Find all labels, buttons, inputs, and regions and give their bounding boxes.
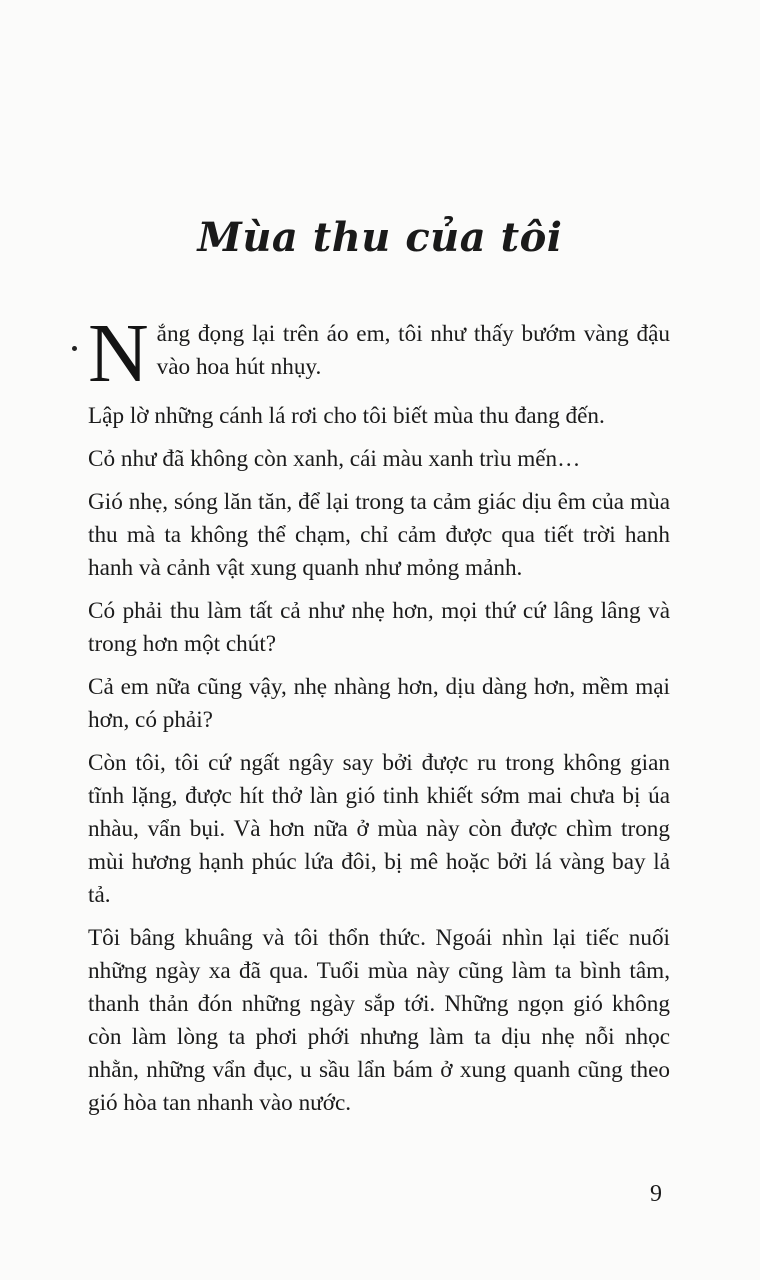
paragraph-7: Tôi bâng khuâng và tôi thổn thức. Ngoái nhìn lại tiếc nuối những ngày xa đã qua. Tuổi mùa này cũng làm ta bình tâm, thanh thản đón những ngày sắp tới. Những ngọn gió không còn làm lòng ta phơi phới nhưng làm ta dịu nhẹ nỗi nhọc nhằn, những vẩn đục, u sầu lẩn bám ở xung quanh cũng theo gió hòa tan nhanh vào nước. [88,925,670,1116]
chapter-body [88,307,670,1130]
paragraph-2: Cỏ như đã không còn xanh, cái màu xanh trìu mến… [88,446,581,472]
paragraph-6: Còn tôi, tôi cứ ngất ngây say bởi được ru trong không gian tĩnh lặng, được hít thở làn gió tinh khiết sớm mai chưa bị úa nhàu, vẩn bụi. Và hơn nữa ở mùa này còn được chìm trong mùi hương hạnh phúc lứa đôi, bị mê hoặc bởi lá vàng bay lả tả. [88,750,670,908]
page-number: 9 [650,1181,662,1207]
chapter-title: Mùa thu của tôi [197,214,563,261]
first-paragraph [88,307,670,400]
paragraph-3: Gió nhẹ, sóng lăn tăn, để lại trong ta cảm giác dịu êm của mùa thu mà ta không thể chạm, chỉ cảm được qua tiết trời hanh hanh và cảnh vật xung quanh như mỏng mảnh. [88,489,670,581]
paragraph-5: Cả em nữa cũng vậy, nhẹ nhàng hơn, dịu dàng hơn, mềm mại hơn, có phải? [88,674,670,733]
ornament-dot [72,346,77,351]
drop-cap: N [88,307,149,400]
first-paragraph-text: ắng đọng lại trên áo em, tôi như thấy bướm vàng đậu vào hoa hút nhụy. [156,321,670,380]
paragraph-4: Có phải thu làm tất cả như nhẹ hơn, mọi thứ cứ lâng lâng và trong hơn một chút? [88,598,670,657]
paragraph-1: Lập lờ những cánh lá rơi cho tôi biết mùa thu đang đến. [88,403,605,429]
